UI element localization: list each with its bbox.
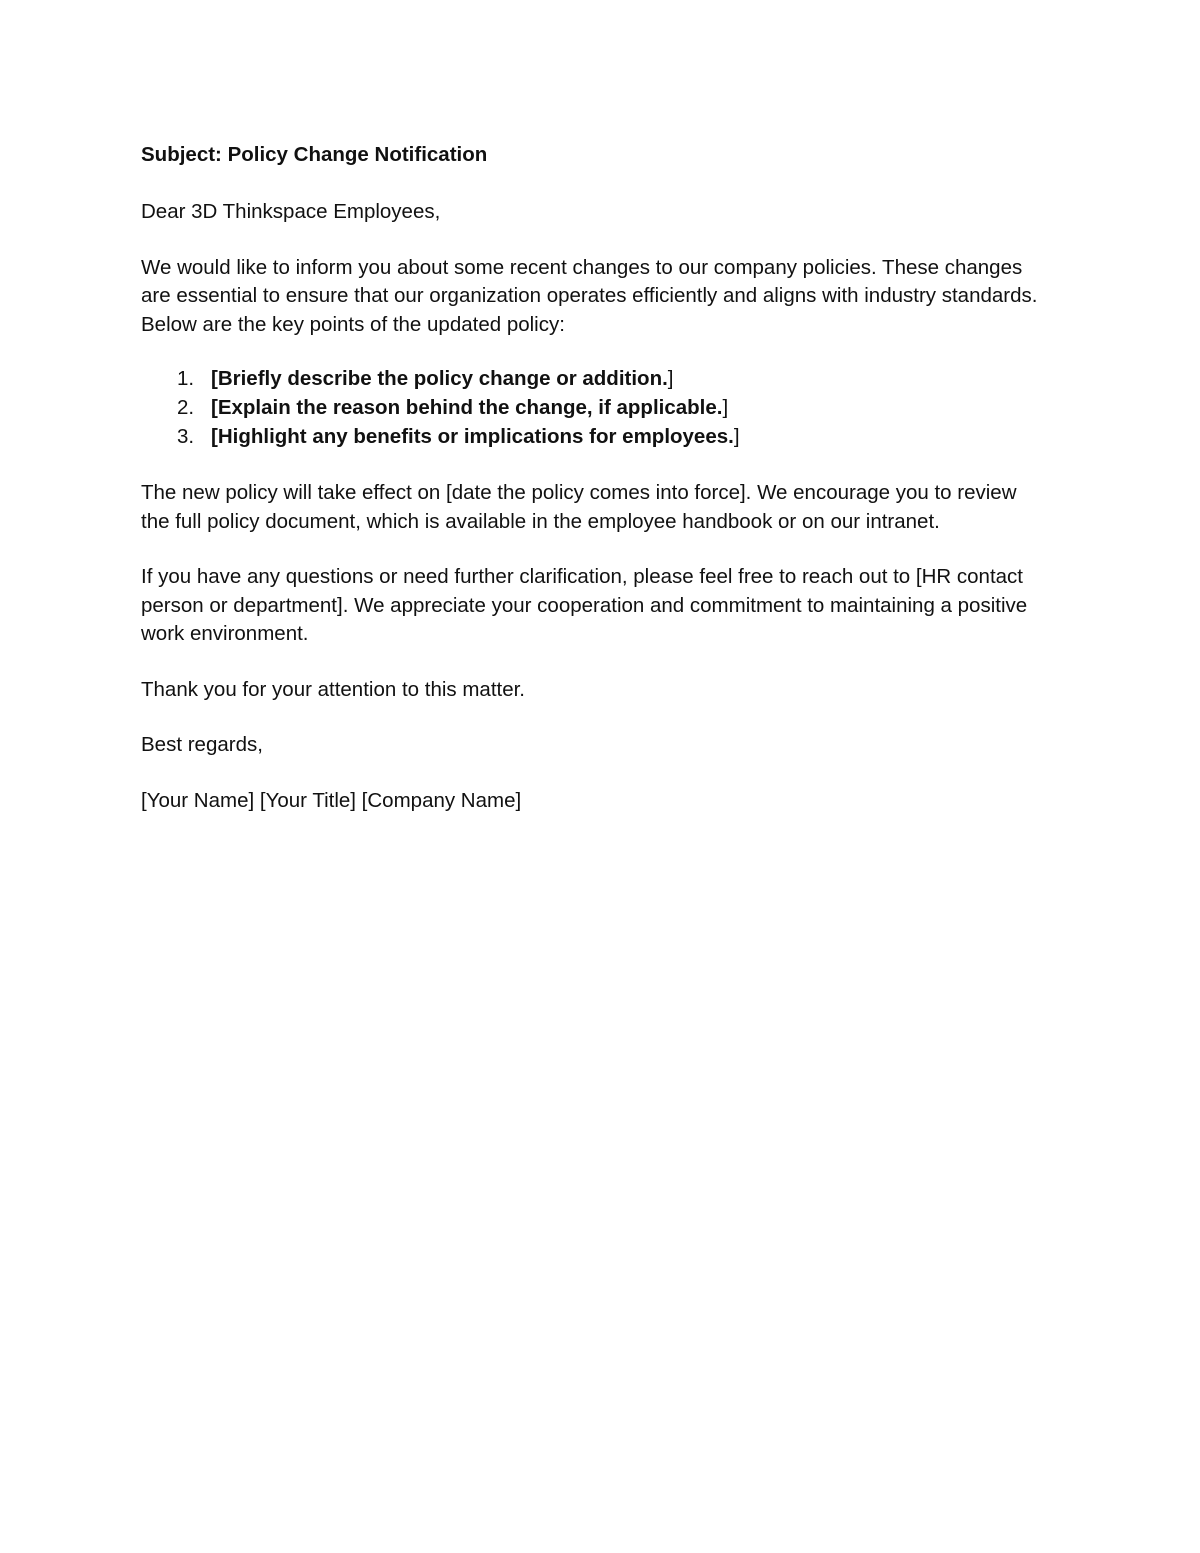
signature-line: [Your Name] [Your Title] [Company Name] — [141, 788, 522, 812]
list-number: 1. — [177, 367, 195, 390]
letter-subject: Subject: Policy Change Notification — [141, 143, 488, 166]
key-points-list — [141, 365, 1041, 452]
list-item-close-bracket: ] — [722, 396, 729, 419]
list-number: 3. — [177, 425, 195, 448]
intro-paragraph: We would like to inform you about some recent changes to our company policies. These changes are essential to ensure that our organization operates efficiently and aligns with industry standards. Below are the key points of the updated policy: — [141, 255, 1038, 336]
questions-paragraph: If you have any questions or need further clarification, please feel free to reach out to [HR contact person or department]. We appreciate your cooperation and commitment to maintaining a positive work environment. — [141, 565, 1028, 645]
closing-line: Best regards, — [141, 733, 263, 756]
letter-body — [141, 141, 1041, 815]
list-item-open-bracket: [ — [211, 367, 218, 390]
list-item-text: Explain the reason behind the change, if applicable. — [217, 396, 723, 419]
list-item-open-bracket: [ — [211, 425, 218, 448]
letter-greeting: Dear 3D Thinkspace Employees, — [141, 200, 441, 223]
list-item-open-bracket: [ — [211, 396, 218, 419]
list-item — [141, 365, 1041, 394]
list-item-close-bracket: ] — [667, 367, 674, 390]
list-item-text: Briefly describe the policy change or addition. — [217, 367, 668, 390]
list-item-text: Highlight any benefits or implications for employees. — [217, 425, 734, 448]
thanks-line: Thank you for your attention to this matter. — [141, 677, 526, 701]
effective-date-paragraph: The new policy will take effect on [date the policy comes into force]. We encourage you to review the full policy document, which is available in the employee handbook or on our intranet. — [141, 481, 1017, 533]
list-item — [141, 423, 1041, 452]
list-item — [141, 394, 1041, 423]
list-item-close-bracket: ] — [733, 425, 740, 448]
list-number: 2. — [177, 396, 195, 419]
